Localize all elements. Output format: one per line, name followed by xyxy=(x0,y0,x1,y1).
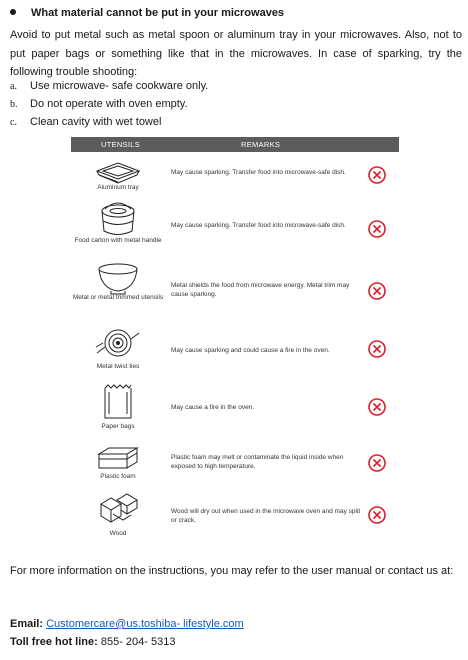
table-row xyxy=(71,490,399,546)
remark-text: May cause a fire in the oven. xyxy=(171,404,255,411)
wood-icon xyxy=(93,490,143,530)
rule-text: Use microwave- safe cookware only. xyxy=(30,80,209,92)
utensils-header: UTENSILS xyxy=(101,140,141,149)
phone-number: 855- 204- 5313 xyxy=(100,636,176,648)
utensil-label: Paper bags xyxy=(101,423,135,430)
remark-text: May cause sparking. Transfer food into microwave-safe dish. xyxy=(171,169,346,176)
paper-bag-icon xyxy=(93,382,143,422)
table-row xyxy=(71,440,399,496)
rule-letter: a. xyxy=(10,81,17,92)
rule-text: Do not operate with oven empty. xyxy=(30,98,188,110)
intro-paragraph: Avoid to put metal such as metal spoon or aluminum tray in your microwaves. Also, not to put paper bags or something like that in the microwaves. In case of sparking, try the following trouble shooting: xyxy=(10,29,462,78)
table-header xyxy=(71,137,399,152)
table-row xyxy=(71,263,399,319)
remark-text: Plastic foam may melt or contaminate the liquid inside when exposed to high temperature. xyxy=(171,454,344,470)
utensil-label: Wood xyxy=(109,530,127,537)
table-row xyxy=(71,203,399,259)
rule-item xyxy=(10,116,161,128)
table-row xyxy=(71,380,399,436)
utensil-label: Aluminum tray xyxy=(97,184,139,191)
utensil-label: Plastic foam xyxy=(100,473,136,480)
email-link[interactable]: Customercare@us.toshiba- lifestyle.com xyxy=(46,618,244,630)
circled-x-icon xyxy=(367,453,387,473)
section-heading xyxy=(10,7,284,19)
utensil-label: Metal twist ties xyxy=(96,363,140,370)
remark-text: Wood will dry out when used in the microwave oven and may split or crack. xyxy=(171,508,361,524)
phone-line xyxy=(10,636,175,648)
twist-ties-icon xyxy=(93,323,143,363)
rule-letter: c. xyxy=(10,117,17,128)
remark-text: Metal shields the food from microwave energy. Metal trim may cause sparking. xyxy=(171,282,350,298)
table-row xyxy=(71,323,399,379)
rule-letter: b. xyxy=(10,99,18,110)
phone-label: Toll free hot line: xyxy=(10,636,98,648)
rule-text: Clean cavity with wet towel xyxy=(30,116,162,128)
email-line xyxy=(10,618,244,630)
footer-paragraph: For more information on the instructions, you may refer to the user manual or contact us at: xyxy=(10,565,454,577)
bullet-icon xyxy=(10,9,16,15)
remarks-header: REMARKS xyxy=(241,140,281,149)
circled-x-icon xyxy=(367,165,387,185)
rule-item xyxy=(10,80,208,92)
email-label: Email: xyxy=(10,618,44,630)
remark-text: May cause sparking. Transfer food into microwave-safe dish. xyxy=(171,222,346,229)
utensil-label: Metal or metal trimmed utensils xyxy=(72,294,164,301)
heading-text: What material cannot be put in your microwaves xyxy=(31,7,285,19)
circled-x-icon xyxy=(367,397,387,417)
food-carton-icon xyxy=(93,201,143,241)
remark-text: May cause sparking and could cause a fire in the oven. xyxy=(171,347,330,354)
circled-x-icon xyxy=(367,281,387,301)
circled-x-icon xyxy=(367,339,387,359)
circled-x-icon xyxy=(367,505,387,525)
circled-x-icon xyxy=(367,219,387,239)
rule-item xyxy=(10,98,188,110)
utensil-label: Food carton with metal handle xyxy=(74,237,162,244)
